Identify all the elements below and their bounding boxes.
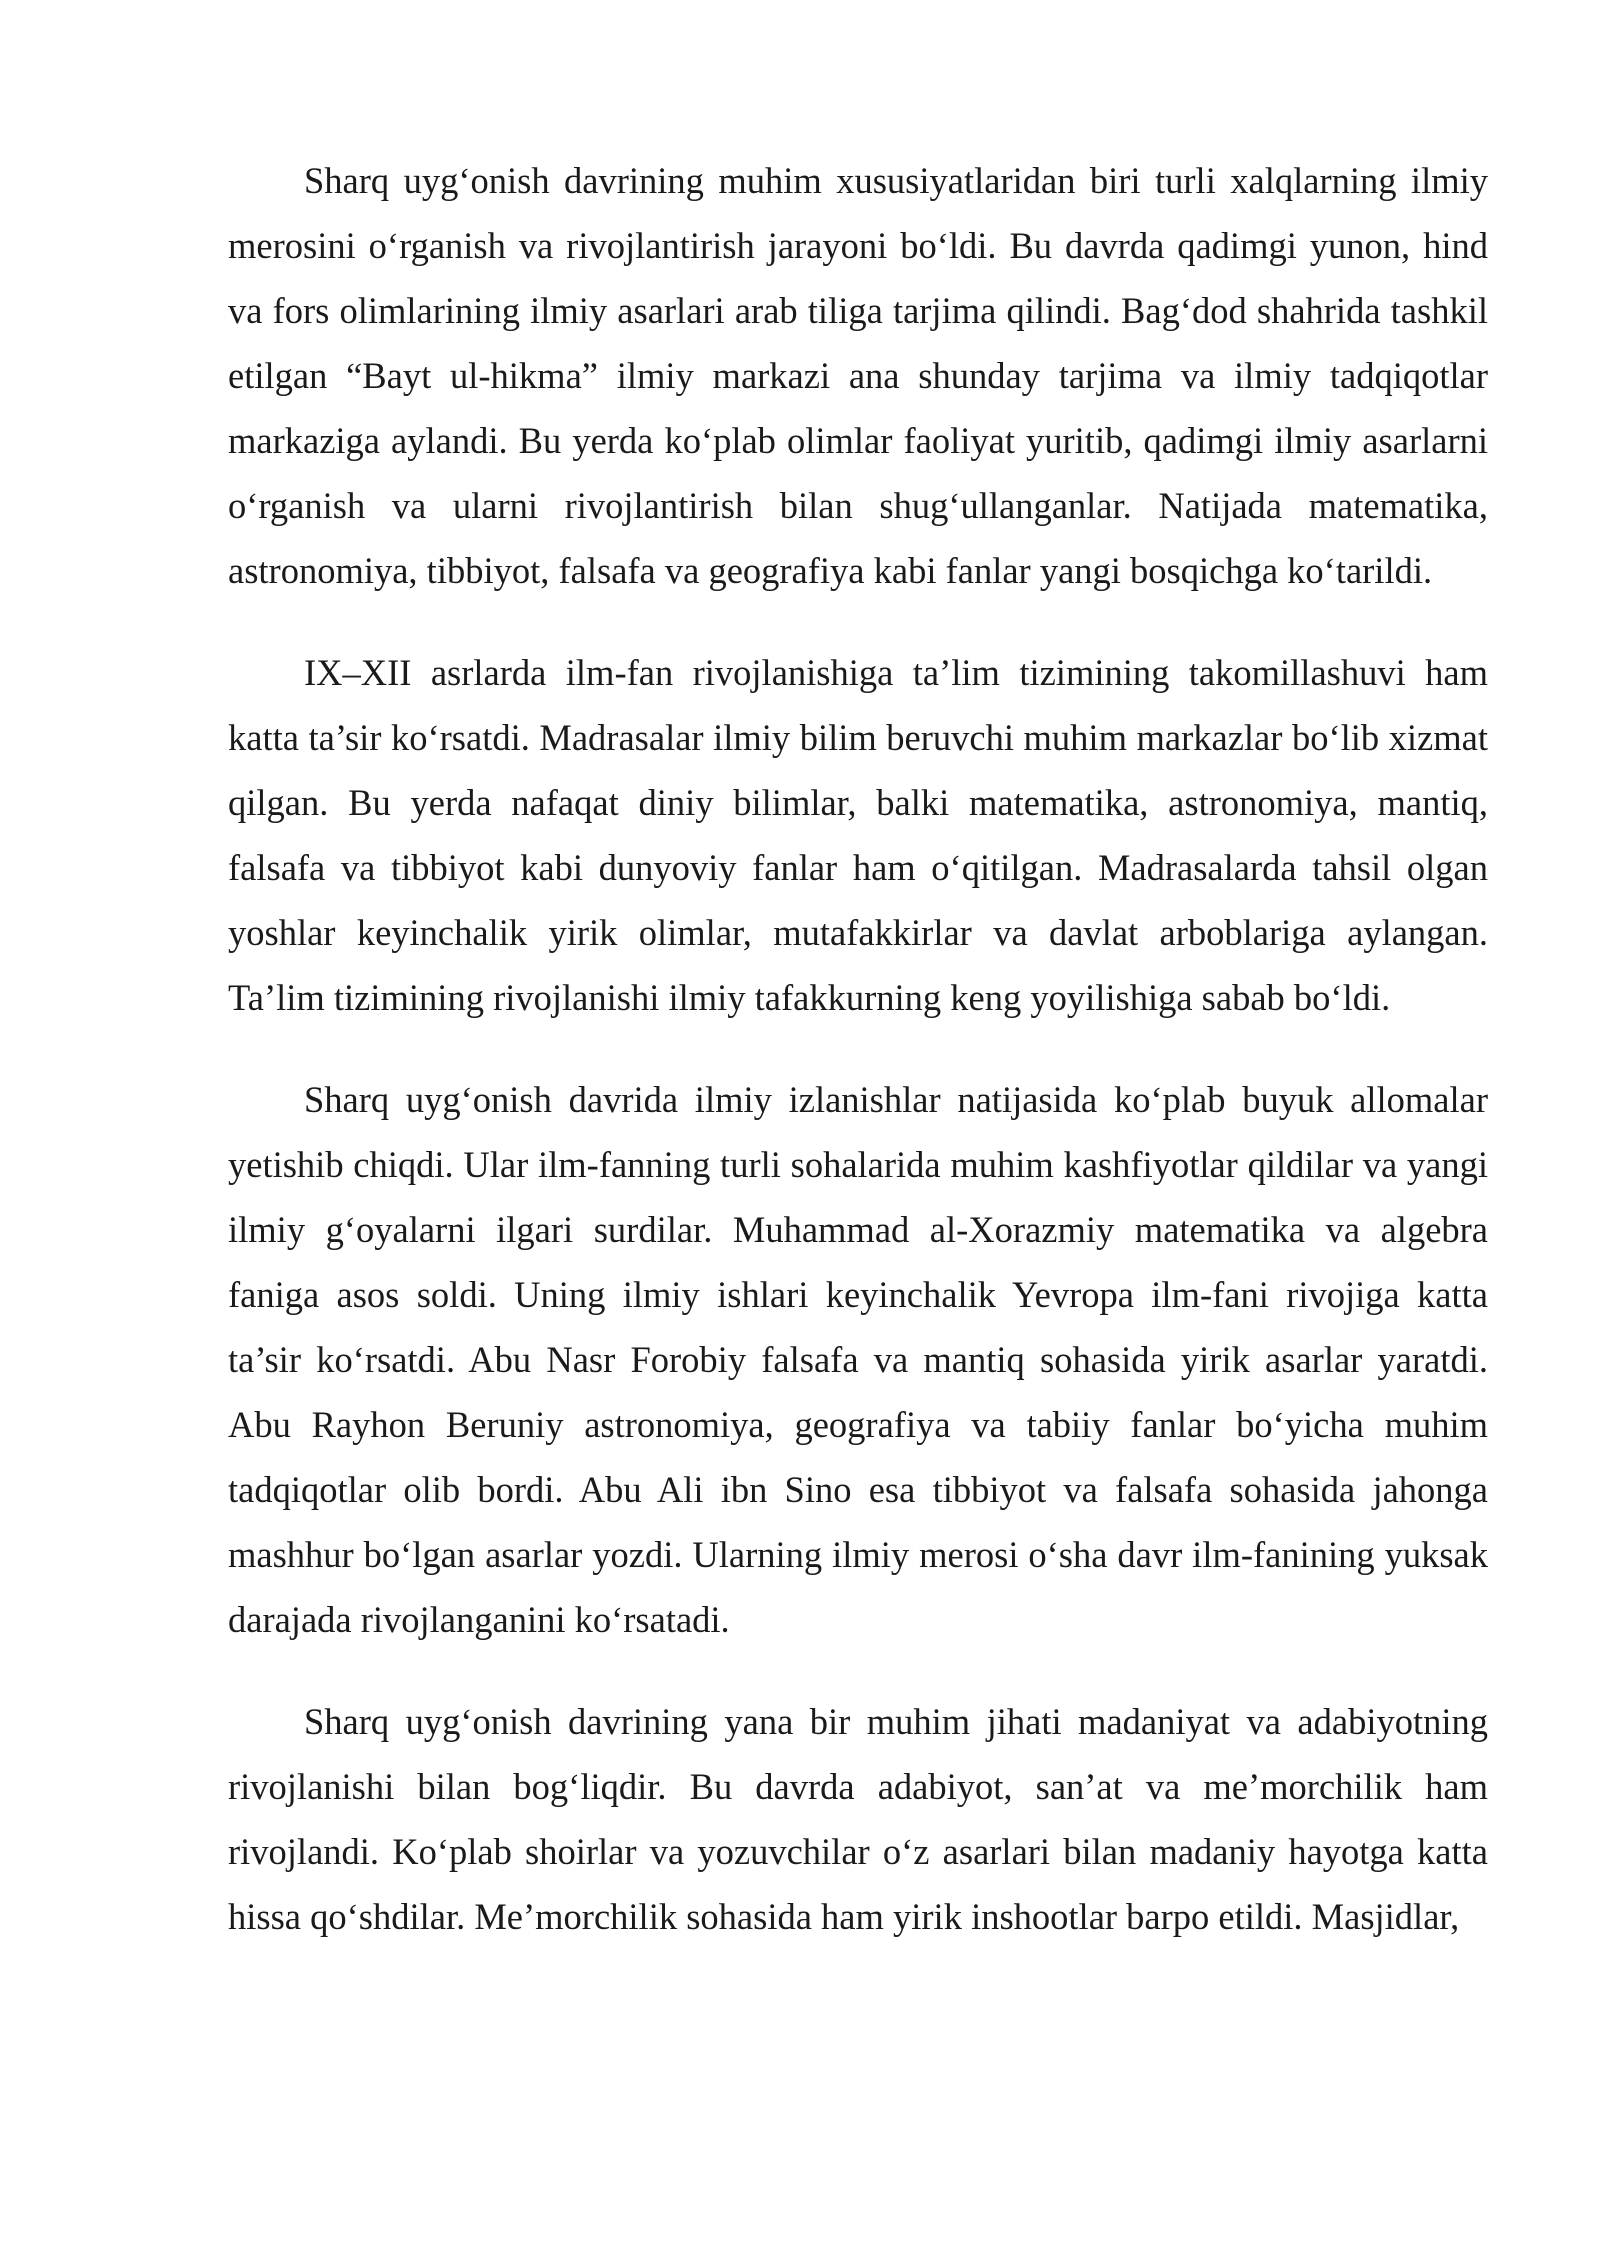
paragraph-4: Sharq uyg‘onish davrining yana bir muhim jihati madaniyat va adabiyotning rivojlanishi bilan bog‘liqdir. Bu davrda adabiyot, san’at va me’morchilik ham rivojlandi. Ko‘plab shoirlar va yozuvchilar o‘z asarlari bilan madaniy hayotga katta hissa qo‘shdilar. Me’morchilik sohasida ham yirik inshootlar barpo etildi. Masjidlar,: [228, 1701, 1488, 1937]
document-body: [228, 148, 1488, 1949]
paragraph-2: IX–XII asrlarda ilm-fan rivojlanishiga ta’lim tizimining takomillashuvi ham katta ta’sir ko‘rsatdi. Madrasalar ilmiy bilim beruvchi muhim markazlar bo‘lib xizmat qilgan. Bu yerda nafaqat diniy bilimlar, balki matematika, astronomiya, mantiq, falsafa va tibbiyot kabi dunyoviy fanlar ham o‘qitilgan. Madrasalarda tahsil olgan yoshlar keyinchalik yirik olimlar, mutafakkirlar va davlat arboblariga aylangan. Ta’lim tizimining rivojlanishi ilmiy tafakkurning keng yoyilishiga sabab bo‘ldi.: [228, 652, 1488, 1018]
paragraph-3: Sharq uyg‘onish davrida ilmiy izlanishlar natijasida ko‘plab buyuk allomalar yetishib chiqdi. Ular ilm-fanning turli sohalarida muhim kashfiyotlar qildilar va yangi ilmiy g‘oyalarni ilgari surdilar. Muhammad al-Xorazmiy matematika va algebra faniga asos soldi. Uning ilmiy ishlari keyinchalik Yevropa ilm-fani rivojiga katta ta’sir ko‘rsatdi. Abu Nasr Forobiy falsafa va mantiq sohasida yirik asarlar yaratdi. Abu Rayhon Beruniy astronomiya, geografiya va tabiiy fanlar bo‘yicha muhim tadqiqotlar olib bordi. Abu Ali ibn Sino esa tibbiyot va falsafa sohasida jahonga mashhur bo‘lgan asarlar yozdi. Ularning ilmiy merosi o‘sha davr ilm-fanining yuksak darajada rivojlanganini ko‘rsatadi.: [228, 1079, 1488, 1640]
paragraph-1: Sharq uyg‘onish davrining muhim xususiyatlaridan biri turli xalqlarning ilmiy merosini o‘rganish va rivojlantirish jarayoni bo‘ldi. Bu davrda qadimgi yunon, hind va fors olimlarining ilmiy asarlari arab tiliga tarjima qilindi. Bag‘dod shahrida tashkil etilgan “Bayt ul-hikma” ilmiy markazi ana shunday tarjima va ilmiy tadqiqotlar markaziga aylandi. Bu yerda ko‘plab olimlar faoliyat yuritib, qadimgi ilmiy asarlarni o‘rganish va ularni rivojlantirish bilan shug‘ullanganlar. Natijada matematika, astronomiya, tibbiyot, falsafa va geografiya kabi fanlar yangi bosqichga ko‘tarildi.: [228, 160, 1488, 591]
